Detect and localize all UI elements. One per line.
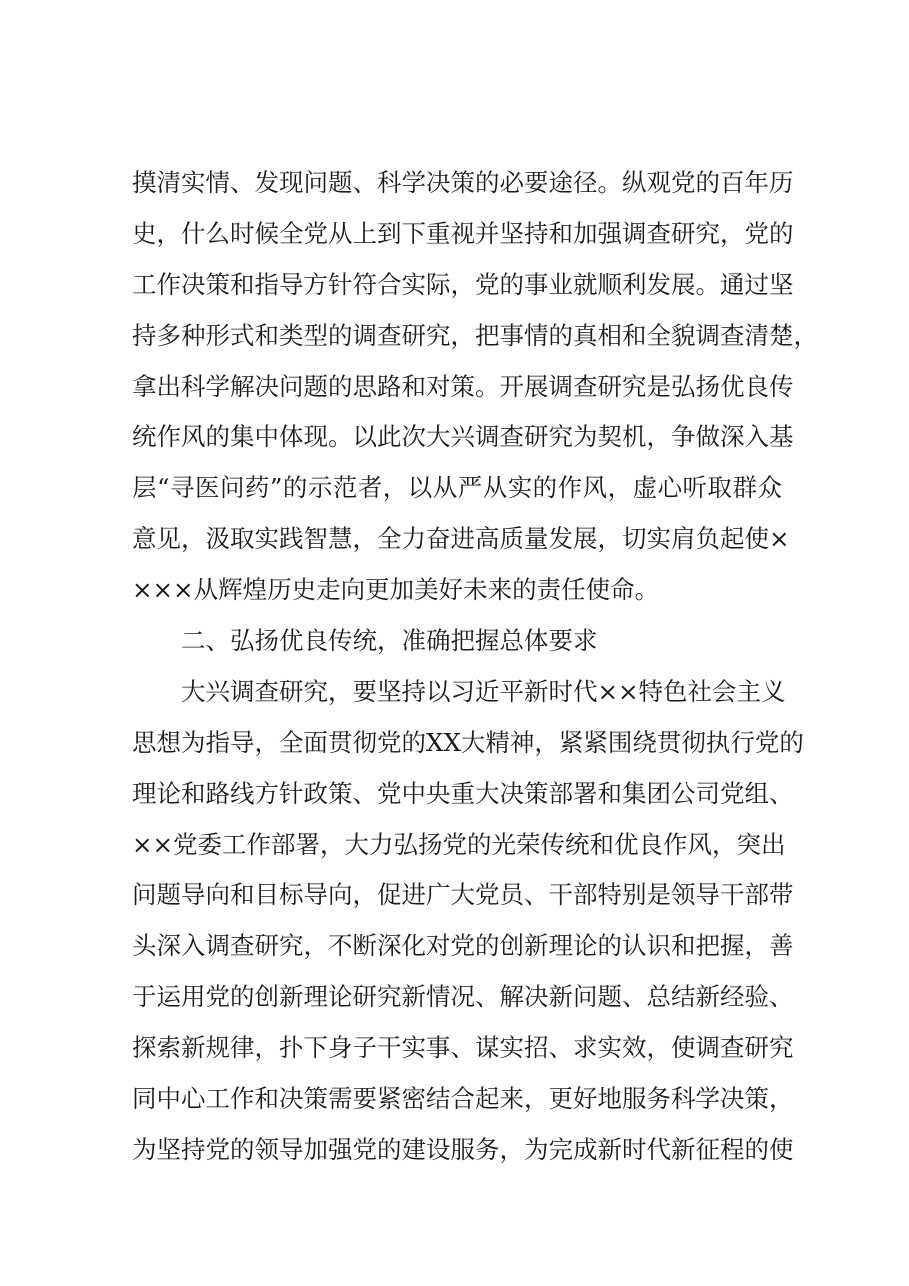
paragraph-line: 于运用党的创新理论研究新情况、解决新问题、总结新经验、 xyxy=(132,982,794,1012)
paragraph-line: 统作风的集中体现。以此次大兴调查研究为契机，争做深入基 xyxy=(132,422,794,452)
paragraph-line: 摸清实情、发现问题、科学决策的必要途径。纵观党的百年历 xyxy=(132,168,794,197)
paragraph-line: 工作决策和指导方针符合实际，党的事业就顺利发展。通过坚 xyxy=(132,269,794,299)
paragraph-line: 大兴调查研究，要坚持以习近平新时代××特色社会主义 xyxy=(181,676,786,706)
section-heading: 二、弘扬优良传统，准确把握总体要求 xyxy=(181,626,598,656)
document-body xyxy=(132,158,818,1176)
paragraph-line: 持多种形式和类型的调查研究，把事情的真相和全貌调查清楚， xyxy=(132,320,818,350)
paragraph-line: 意见，汲取实践智慧，全力奋进高质量发展，切实肩负起使× xyxy=(132,524,790,554)
paragraph-line: 层“寻医问药”的示范者，以从严从实的作风，虚心听取群众 xyxy=(132,473,782,503)
paragraph-line: 头深入调查研究，不断深化对党的创新理论的认识和把握，善 xyxy=(132,931,794,961)
paragraph-line: 理论和路线方针政策、党中央重大决策部署和集团公司党组、 xyxy=(132,778,794,808)
paragraph-line: ××党委工作部署，大力弘扬党的光荣传统和优良作风，突出 xyxy=(132,829,786,859)
paragraph-line: 为坚持党的领导加强党的建设服务，为完成新时代新征程的使 xyxy=(132,1134,794,1164)
paragraph-line: 史，什么时候全党从上到下重视并坚持和加强调查研究，党的 xyxy=(132,218,794,248)
paragraph-line: 拿出科学解决问题的思路和对策。开展调查研究是弘扬优良传 xyxy=(132,371,794,401)
paragraph-line: 探索新规律，扑下身子干实事、谋实招、求实效，使调查研究 xyxy=(132,1033,794,1063)
paragraph-line: 思想为指导，全面贯彻党的XX大精神，紧紧围绕贯彻执行党的 xyxy=(132,727,804,757)
paragraph-line: ×××从辉煌历史走向更加美好未来的责任使命。 xyxy=(132,575,660,605)
paragraph-line: 同中心工作和决策需要紧密结合起来，更好地服务科学决策， xyxy=(132,1084,794,1114)
paragraph-line: 问题导向和目标导向，促进广大党员、干部特别是领导干部带 xyxy=(132,880,794,910)
